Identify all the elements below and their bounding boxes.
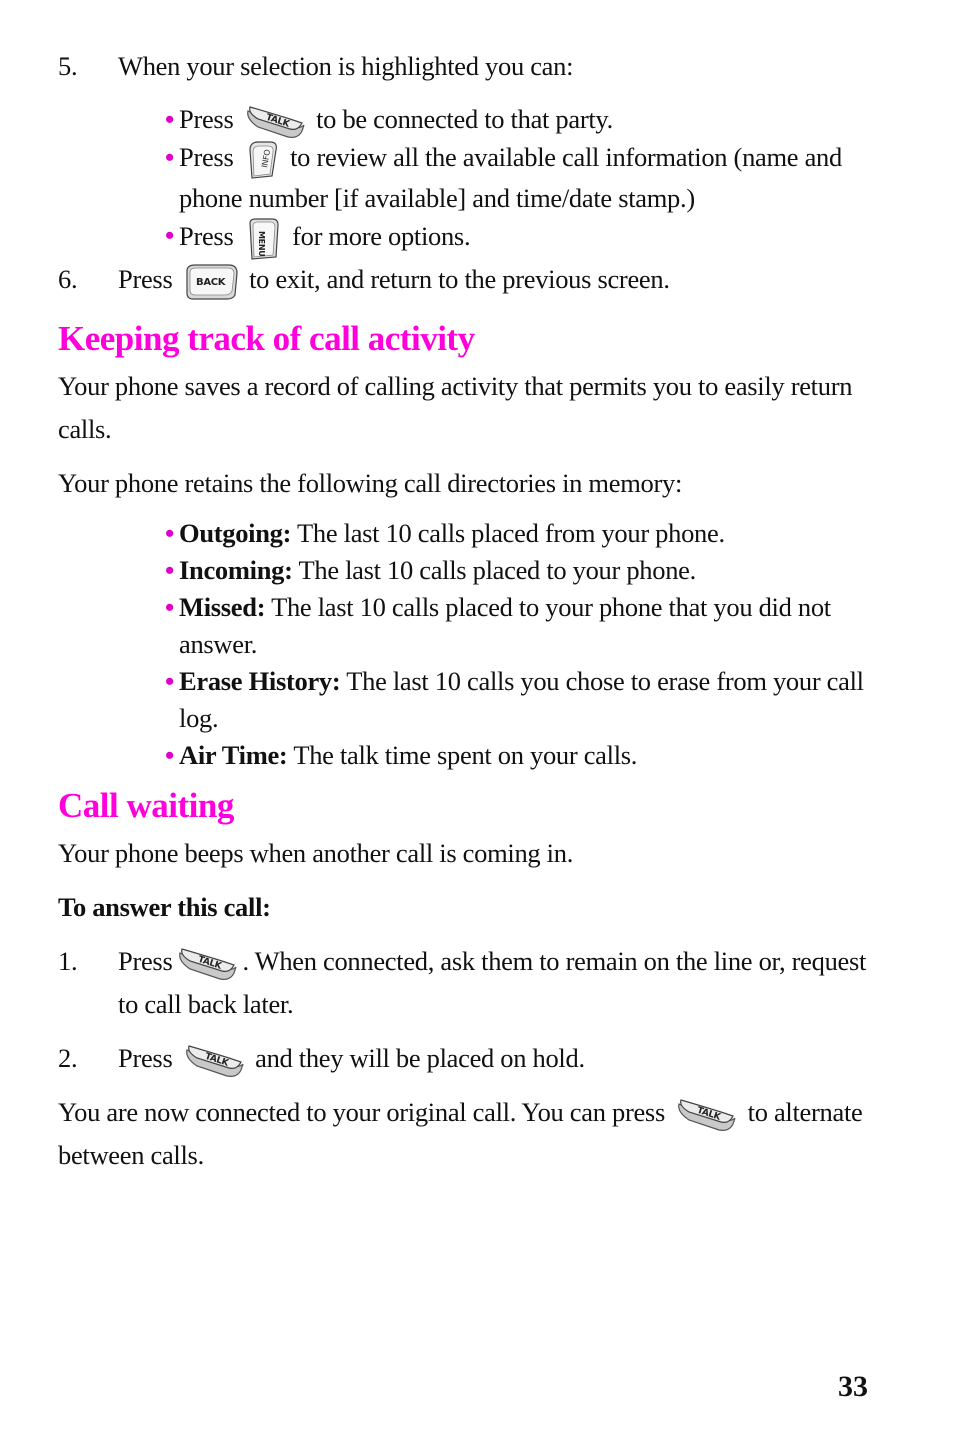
step-6: 6. Press BACK to exit, and return to the previous screen.	[58, 261, 878, 301]
bullet-icon: •	[165, 554, 174, 585]
manual-page	[58, 48, 878, 1177]
option-menu: • Press MENU for more options.	[179, 217, 878, 261]
talk-key-icon	[675, 1098, 737, 1132]
svg-text:TALK: TALK	[695, 1105, 722, 1123]
call-directory-list	[165, 515, 878, 774]
step-number: 6.	[58, 263, 78, 294]
bullet-icon: •	[165, 665, 174, 696]
bullet-icon: •	[165, 517, 174, 548]
list-item: • Missed: The last 10 calls placed to your phone that you did not answer.	[179, 589, 878, 663]
paragraph: Your phone retains the following call directories in memory:	[58, 467, 683, 498]
option-info: • Press INFO to review all the available call information (name and phone number [if available] and time/date stamp.)	[179, 139, 878, 217]
subheading: To answer this call:	[58, 891, 271, 922]
talk-key-icon	[183, 1044, 245, 1078]
svg-text:MENU: MENU	[256, 230, 266, 257]
bullet-icon: •	[165, 141, 174, 172]
step-1: 1. Press TALK . When connected, ask them to remain on the line or, request to call back later.	[58, 940, 878, 1026]
back-key-icon	[183, 263, 239, 301]
option-talk: • Press TALK to be connected to that party.	[179, 101, 878, 139]
svg-text:TALK: TALK	[203, 1051, 230, 1069]
bullet-icon: •	[165, 219, 174, 250]
bullet-icon: •	[165, 739, 174, 770]
svg-text:TALK: TALK	[264, 112, 291, 130]
list-item: • Erase History: The last 10 calls you chose to erase from your call log.	[179, 663, 878, 737]
step-number: 2.	[58, 1042, 78, 1073]
step-5	[58, 48, 878, 85]
menu-key-icon	[244, 217, 282, 261]
step-text: When your selection is highlighted you can:	[118, 51, 574, 81]
step-2: 2. Press TALK and they will be placed on hold.	[58, 1037, 878, 1080]
step-number: 5.	[58, 51, 78, 81]
svg-text:INFO: INFO	[259, 148, 272, 169]
page-number: 33	[838, 1370, 868, 1403]
bullet-icon: •	[165, 591, 174, 622]
bullet-icon: •	[165, 104, 174, 134]
talk-key-icon	[244, 105, 306, 139]
step-5-options	[165, 101, 878, 261]
step-number: 1.	[58, 945, 78, 976]
paragraph: Your phone saves a record of calling activity that permits you to easily return calls.	[58, 370, 853, 444]
svg-text:BACK: BACK	[195, 276, 226, 288]
list-item: • Outgoing: The last 10 calls placed from your phone.	[179, 515, 878, 552]
section-heading-call-activity: Keeping track of call activity	[58, 318, 475, 358]
paragraph: Your phone beeps when another call is coming in.	[58, 837, 574, 868]
list-item: • Incoming: The last 10 calls placed to your phone.	[179, 552, 878, 589]
list-item: • Air Time: The talk time spent on your calls.	[179, 737, 878, 774]
section-heading-call-waiting: Call waiting	[58, 785, 234, 825]
info-key-icon	[244, 140, 280, 180]
svg-text:TALK: TALK	[196, 954, 223, 972]
talk-key-icon	[176, 947, 238, 981]
closing-paragraph: You are now connected to your original call. You can press TALK to alternate between calls.	[58, 1096, 863, 1170]
